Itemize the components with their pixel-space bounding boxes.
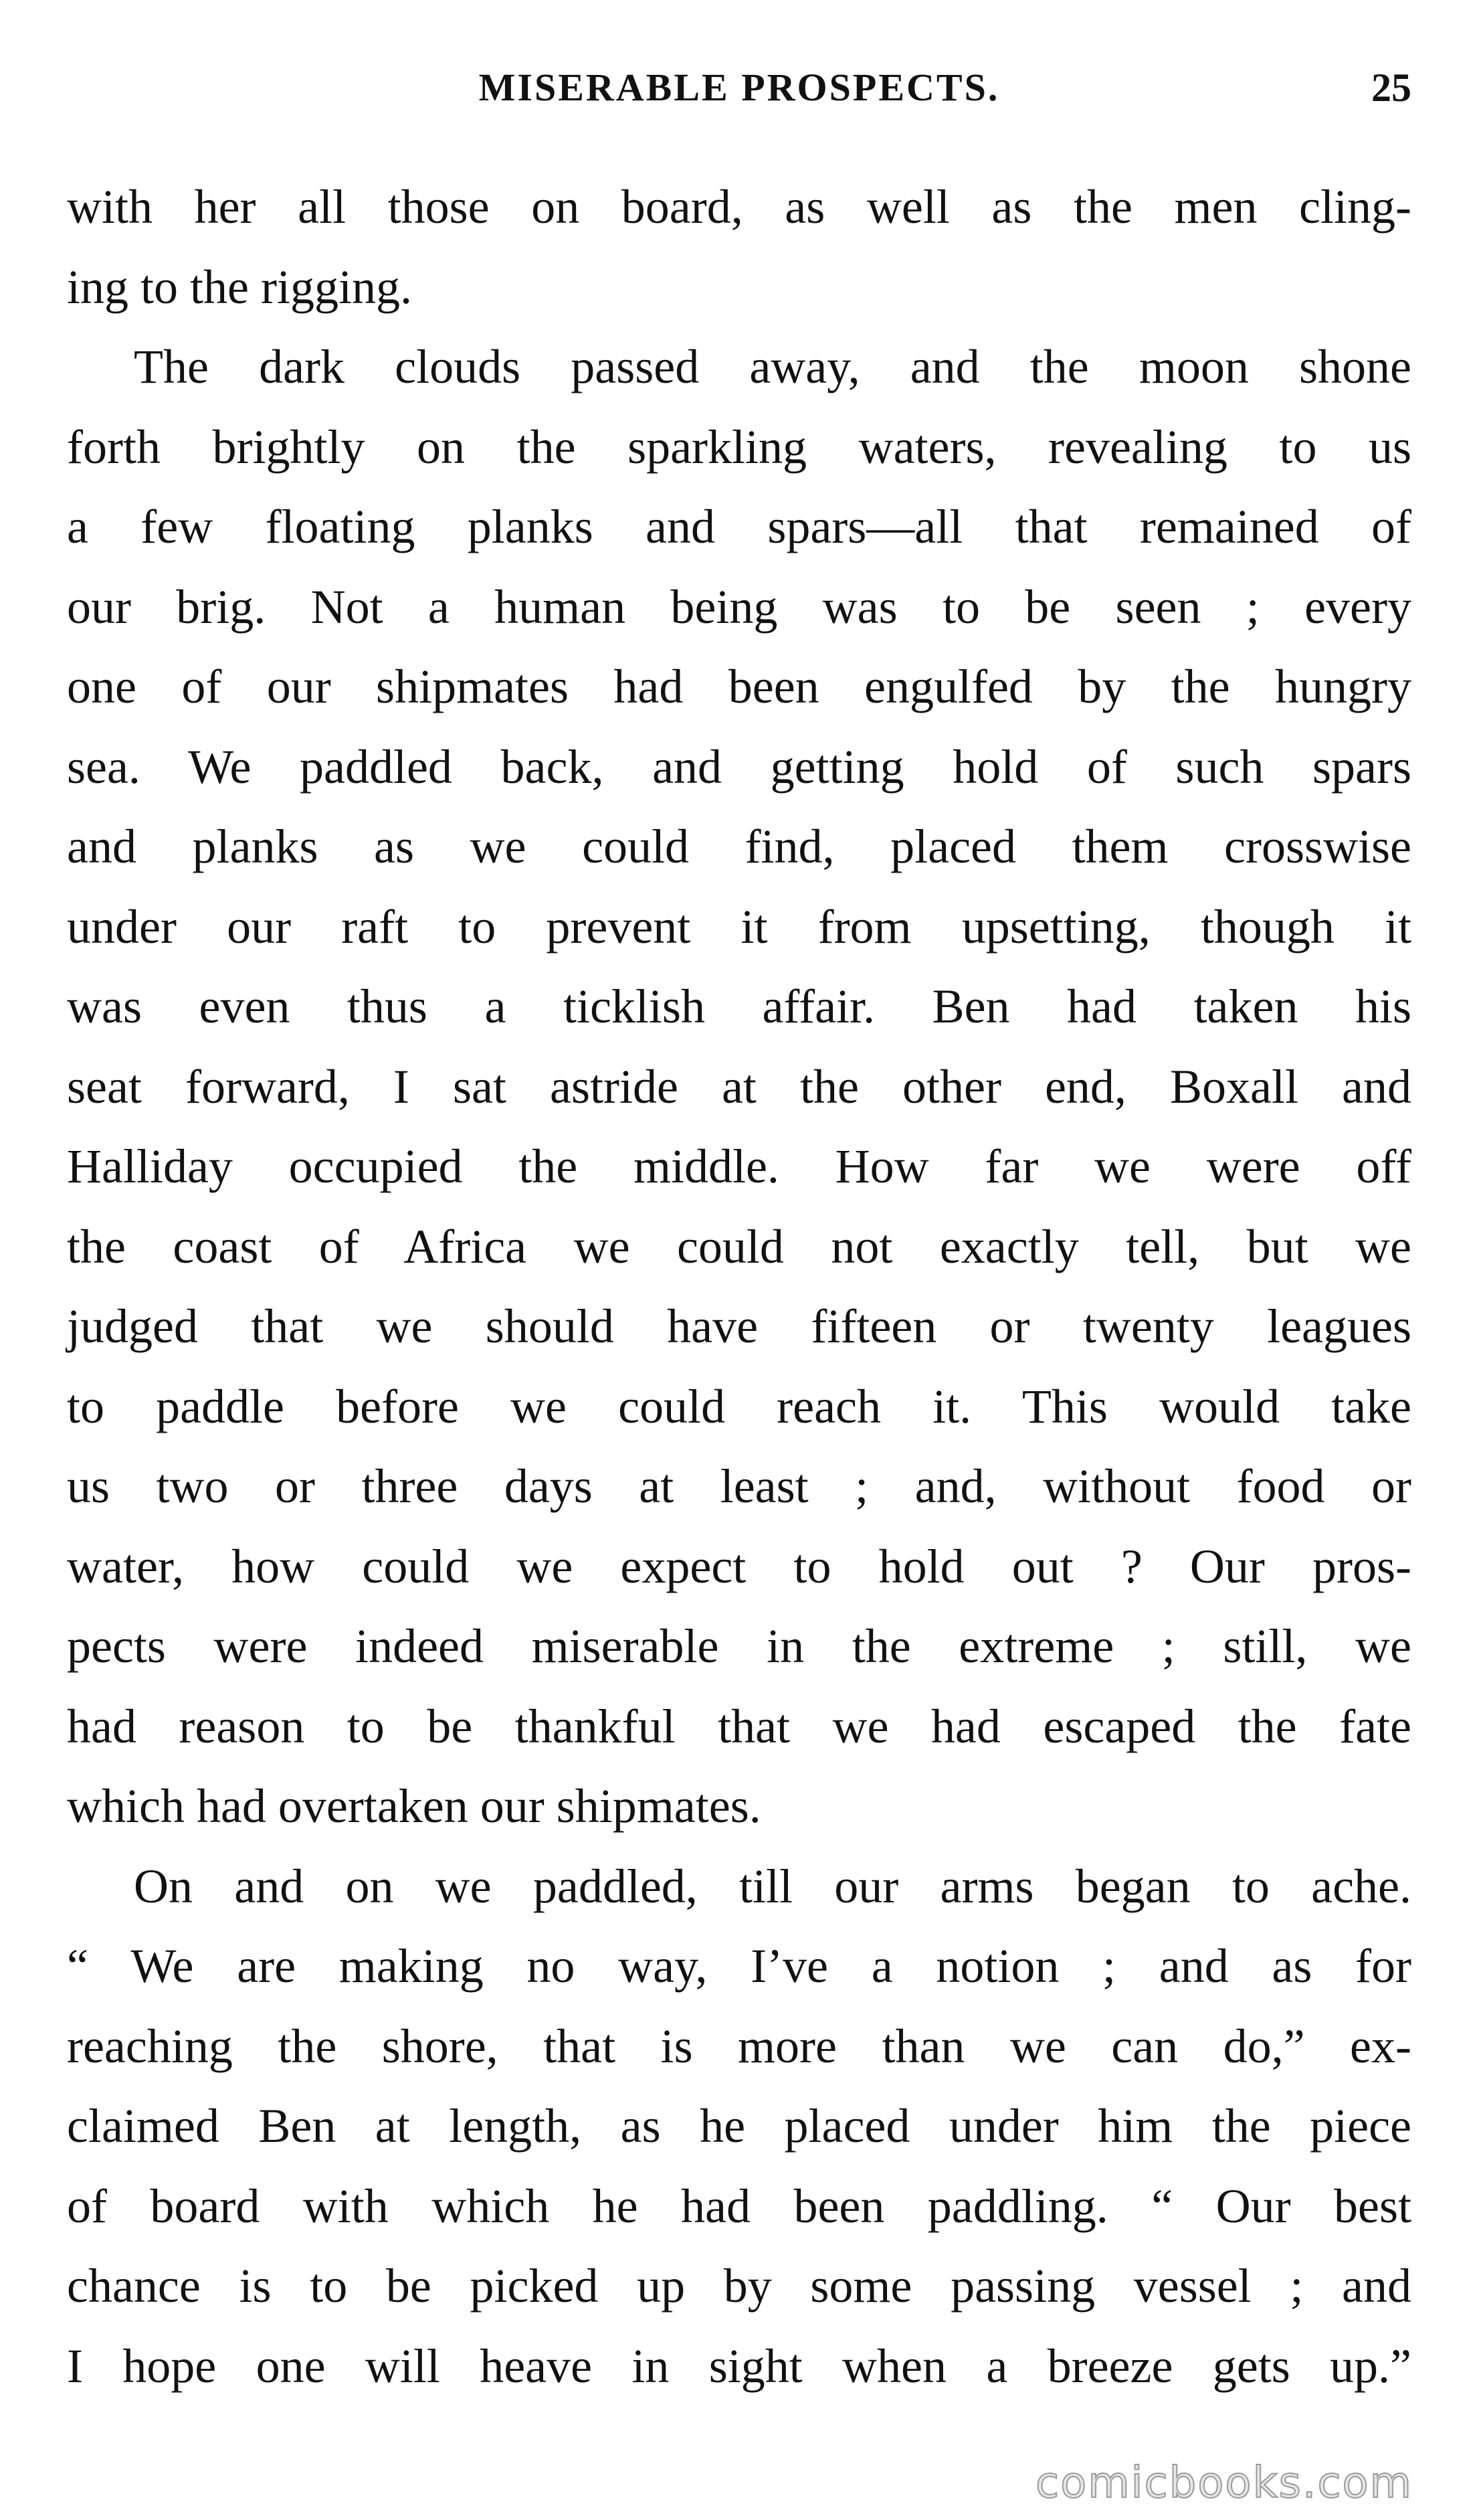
page-number: 25 bbox=[1371, 66, 1411, 110]
text-line: Halliday occupied the middle. How far we were off bbox=[67, 1140, 1411, 1193]
text-line: our brig. Not a human being was to be seen ; every bbox=[67, 579, 1411, 634]
text-line: under our raft to prevent it from upsetting, though it bbox=[67, 899, 1411, 954]
text-line: had reason to be thankful that we had escaped the fate bbox=[67, 1699, 1411, 1753]
text-line: of board with which he had been paddling. “ Our best bbox=[67, 2179, 1411, 2233]
text-line: ing to the rigging. bbox=[67, 260, 412, 314]
body-text bbox=[67, 167, 1411, 2406]
text-line: The dark clouds passed away, and the moon shone bbox=[134, 340, 1411, 393]
text-line: was even thus a ticklish affair. Ben had taken his bbox=[67, 980, 1411, 1033]
text-line: one of our shipmates had been engulfed by the hungry bbox=[67, 660, 1411, 713]
text-line: water, how could we expect to hold out ? Our pros- bbox=[67, 1539, 1411, 1593]
text-line: forth brightly on the sparkling waters, revealing to us bbox=[67, 420, 1411, 474]
watermark: comicbooks.com bbox=[1035, 2458, 1413, 2508]
text-line: claimed Ben at length, as he placed under him the piece bbox=[67, 2099, 1411, 2153]
text-line: a few floating planks and spars—all that remained of bbox=[67, 500, 1411, 553]
text-line: seat forward, I sat astride at the other end, Boxall and bbox=[67, 1059, 1411, 1113]
running-head: MISERABLE PROSPECTS. bbox=[478, 66, 1000, 109]
text-line: I hope one will heave in sight when a breeze gets up.” bbox=[67, 2339, 1411, 2393]
text-line: chance is to be picked up by some passing vessel ; and bbox=[67, 2259, 1411, 2313]
text-line: On and on we paddled, till our arms began to ache. bbox=[134, 1859, 1411, 1913]
text-line: which had overtaken our shipmates. bbox=[67, 1779, 761, 1833]
text-line: the coast of Africa we could not exactly tell, but we bbox=[67, 1219, 1411, 1273]
text-line: pects were indeed miserable in the extreme ; still, we bbox=[67, 1619, 1411, 1673]
text-line: with her all those on board, as well as the men cling- bbox=[67, 180, 1411, 234]
text-line: sea. We paddled back, and getting hold of such spars bbox=[67, 739, 1411, 794]
text-line: us two or three days at least ; and, without food or bbox=[67, 1459, 1411, 1513]
text-line: to paddle before we could reach it. This would take bbox=[67, 1379, 1411, 1433]
text-line: judged that we should have fifteen or twenty leagues bbox=[67, 1299, 1411, 1353]
page-header bbox=[67, 58, 1411, 118]
text-line: “ We are making no way, I’ve a notion ; and as for bbox=[67, 1939, 1411, 1993]
text-line: and planks as we could find, placed them crosswise bbox=[67, 820, 1411, 873]
text-line: reaching the shore, that is more than we can do,” ex- bbox=[67, 2019, 1411, 2073]
